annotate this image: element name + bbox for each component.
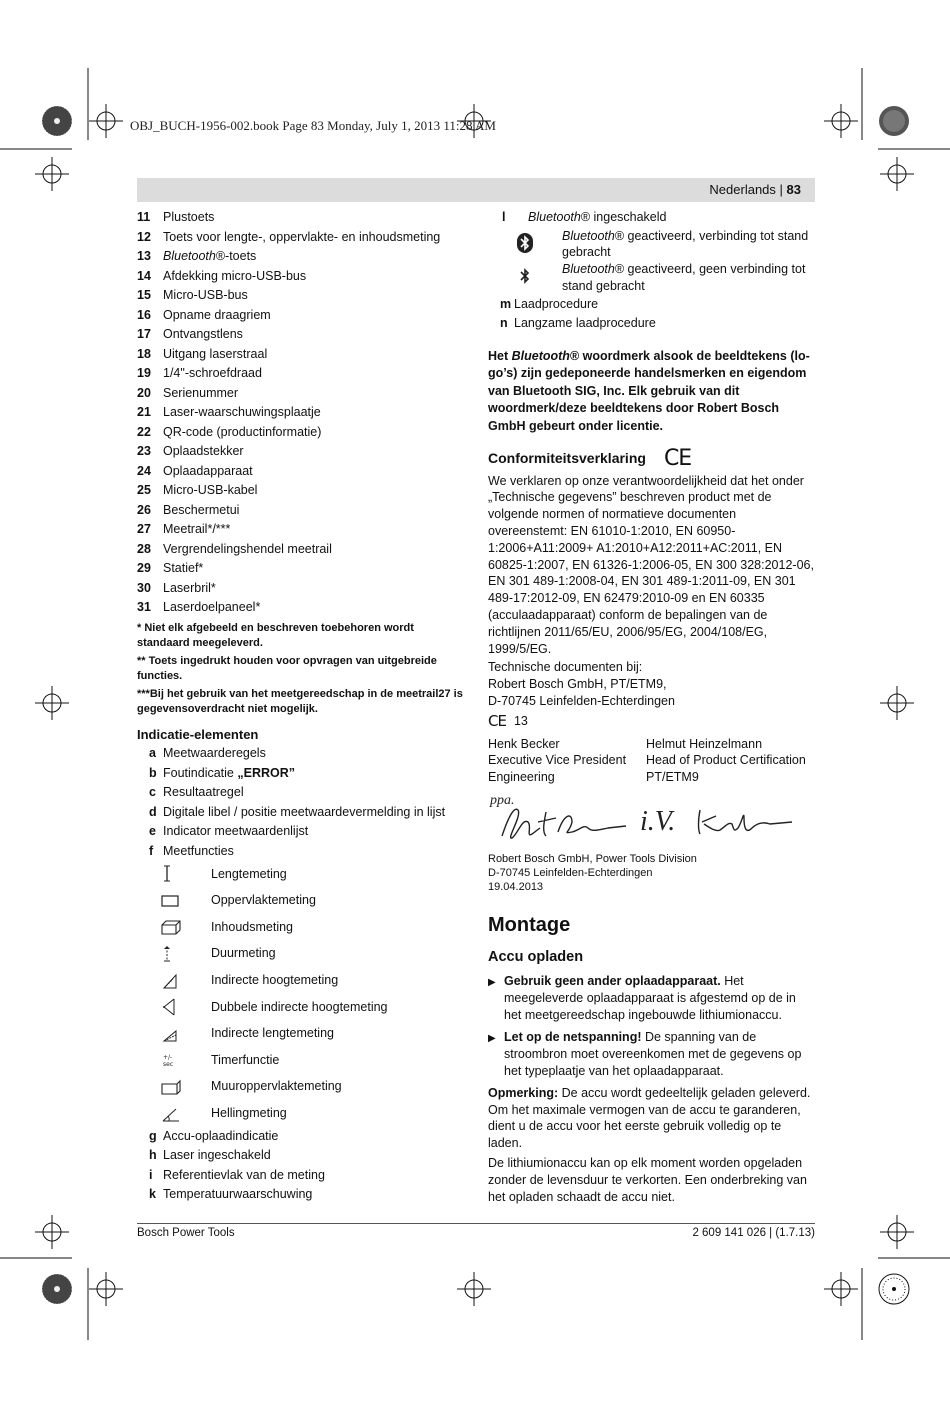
component-item	[137, 442, 467, 462]
component-item	[137, 598, 467, 618]
component-list	[137, 208, 467, 618]
component-item	[137, 325, 467, 345]
timer-icon	[137, 1050, 211, 1070]
indicator-item	[137, 764, 467, 784]
component-number: 13	[137, 249, 151, 263]
indicators-heading: Indicatie-elementen	[137, 726, 259, 742]
signature-ppa: ppa.	[490, 793, 515, 809]
company-line-2: D-70745 Leinfelden-Echterdingen	[488, 867, 653, 880]
indirect-length-icon	[137, 1024, 211, 1044]
function-item	[137, 1074, 467, 1101]
indicator-letter: b	[149, 765, 157, 780]
bullet-arrow-icon: ▶	[488, 1033, 496, 1045]
indicator-letter: f	[149, 843, 154, 858]
component-number: 15	[137, 288, 151, 302]
signer-2-title-2: PT/ETM9	[646, 770, 699, 785]
component-label: Bluetooth®-toets	[163, 249, 257, 263]
note-paragraph: Opmerking: De accu wordt gedeeltelijk geladen geleverd. Om het maximale vermogen van de accu te garanderen, dient u de accu voor het eerste gebruik volledig op te laden.	[488, 1085, 811, 1151]
length-icon	[137, 864, 211, 884]
bluetooth-state-label: Bluetooth® geactiveerd, geen verbinding tot stand gebracht	[562, 262, 806, 293]
measuring-functions-list	[137, 861, 467, 1127]
function-item	[137, 941, 467, 968]
component-label: Beschermetui	[163, 502, 240, 517]
component-item	[137, 364, 467, 384]
left-column	[137, 208, 467, 1205]
signer-2-title: Head of Product Certification	[646, 753, 806, 768]
indicator-label: Meetwaarderegels	[163, 746, 266, 760]
address-line-1: Robert Bosch GmbH, PT/ETM9,	[488, 677, 667, 692]
signature-date: 19.04.2013	[488, 881, 544, 894]
component-item	[137, 559, 467, 579]
indicator-letter: d	[149, 804, 157, 819]
component-label: Serienummer	[163, 385, 239, 400]
component-label: Laserdoelpaneel*	[163, 600, 261, 614]
component-number: 25	[137, 483, 151, 497]
component-number: 28	[137, 541, 151, 556]
component-number: 26	[137, 502, 151, 517]
indicator-item	[488, 314, 815, 334]
header-page-number: 83	[786, 182, 801, 197]
double-indirect-height-icon	[137, 997, 211, 1017]
component-number: 23	[137, 444, 151, 458]
component-item	[137, 579, 467, 599]
indicator-l	[488, 208, 815, 228]
component-number: 22	[137, 424, 151, 439]
indicator-label: Accu-oplaadindicatie	[163, 1128, 279, 1143]
bluetooth-icon	[488, 261, 562, 287]
component-number: 19	[137, 366, 151, 380]
company-line-1: Robert Bosch GmbH, Power Tools Division	[488, 853, 697, 866]
indicator-label: Resultaatregel	[163, 785, 244, 799]
signer-1-name: Henk Becker	[488, 736, 560, 751]
function-item	[137, 914, 467, 941]
component-label: Micro-USB-bus	[163, 288, 248, 302]
ce-mark-icon: CE	[663, 446, 692, 472]
component-label: Laserbril*	[163, 580, 216, 595]
signer-2-name: Helmut Heinzelmann	[646, 736, 763, 751]
trademark-notice: Het Bluetooth® woordmerk alsook de beeldtekens (logo’s) zijn gedeponeerde handelsmerken en eigendom van Bluetooth SIG, Inc. Elk gebruik van dit woordmerk/deze beeldtekens door Robert Bosch GmbH gebeurt onder licentie.	[488, 348, 810, 433]
component-number: 12	[137, 229, 151, 244]
slope-icon	[137, 1104, 211, 1124]
indicator-letter: n	[500, 316, 508, 331]
ce-year: 13	[513, 713, 528, 728]
indicator-label: Digitale libel / positie meetwaardevermelding in lijst	[163, 804, 446, 819]
indicator-item	[137, 744, 467, 764]
bluetooth-state	[488, 228, 815, 262]
book-header: OBJ_BUCH-1956-002.book Page 83 Monday, July 1, 2013 11:28 AM	[130, 118, 496, 133]
component-number: 24	[137, 463, 151, 478]
indicator-label: Indicator meetwaardenlijst	[163, 824, 309, 838]
indicator-letter: h	[149, 1148, 157, 1163]
component-item	[137, 267, 467, 287]
area-icon	[137, 891, 211, 911]
indicator-item	[137, 1166, 467, 1186]
indicator-item	[137, 803, 467, 823]
indicator-letter: c	[149, 785, 156, 799]
component-item	[137, 306, 467, 326]
indicator-item	[137, 1146, 467, 1166]
function-label: Indirecte hoogtemeting	[211, 972, 339, 987]
component-number: 30	[137, 580, 151, 595]
component-number: 17	[137, 327, 151, 341]
component-label: Toets voor lengte-, oppervlakte- en inhoudsmeting	[163, 229, 441, 244]
component-label: Oplaadstekker	[163, 444, 244, 458]
component-number: 27	[137, 522, 151, 536]
footnote: * Niet elk afgebeeld en beschreven toebehoren wordt standaard meegeleverd.	[137, 621, 414, 649]
bullet-charger: ▶ Gebruik geen ander oplaadapparaat. Het meegeleverde oplaadapparaat is afgestemd op de in het meetgereedschap ingebouwde lithiumionaccu.	[488, 974, 796, 1022]
indicator-item	[137, 842, 467, 862]
header-language: Nederlands	[709, 182, 776, 197]
indicator-list-top	[137, 744, 467, 861]
component-label: 1/4"-schroefdraad	[163, 366, 262, 380]
tech-docs-label: Technische documenten bij:	[488, 660, 643, 675]
continuous-icon	[137, 944, 211, 964]
wall-area-icon	[137, 1077, 211, 1097]
page-header-bar	[137, 178, 815, 202]
signer-1-title-2: Engineering	[488, 770, 555, 785]
footer-right: 2 609 141 026 | (1.7.13)	[692, 1227, 815, 1239]
function-label: Lengtemeting	[211, 866, 287, 881]
function-label: Timerfunctie	[211, 1052, 280, 1067]
indicator-item	[488, 295, 815, 315]
component-number: 11	[137, 210, 151, 224]
company-block	[488, 852, 815, 894]
function-item	[137, 994, 467, 1021]
volume-icon	[137, 917, 211, 937]
indirect-height-icon	[137, 971, 211, 991]
component-number: 29	[137, 561, 151, 575]
function-label: Duurmeting	[211, 946, 276, 961]
function-label: Inhoudsmeting	[211, 919, 294, 934]
function-item	[137, 1047, 467, 1074]
signatories	[488, 736, 815, 786]
indicator-text: Bluetooth® ingeschakeld	[528, 210, 667, 224]
footnote: ***Bij het gebruik van het meetgereedschap in de meetrail27 is gegevensoverdracht niet mogelijk.	[137, 687, 463, 715]
component-item	[137, 286, 467, 306]
footer-left: Bosch Power Tools	[137, 1227, 235, 1239]
component-label: Oplaadapparaat	[163, 463, 253, 478]
indicator-label: Referentievlak van de meting	[163, 1167, 325, 1182]
conformity-heading: Conformiteitsverklaring CE	[488, 446, 692, 472]
signer-1-title: Executive Vice President	[488, 753, 627, 768]
indicator-label: Temperatuurwaarschuwing	[163, 1187, 313, 1202]
footer-rule	[137, 1223, 815, 1224]
function-item	[137, 967, 467, 994]
indicator-letter: k	[149, 1187, 156, 1202]
indicator-label: Meetfuncties	[163, 843, 234, 858]
component-number: 14	[137, 268, 151, 283]
function-item	[137, 1021, 467, 1048]
component-item	[137, 384, 467, 404]
component-label: Vergrendelingshendel meetrail	[163, 541, 332, 556]
accu-heading: Accu opladen	[488, 948, 584, 965]
component-item	[137, 462, 467, 482]
component-label: Meetrail*/***	[163, 522, 231, 536]
component-number: 21	[137, 405, 151, 419]
montage-heading: Montage	[488, 914, 571, 937]
component-label: Plustoets	[163, 210, 215, 224]
indicator-letter: m	[500, 296, 512, 311]
component-label: Opname draagriem	[163, 307, 271, 322]
indicator-letter: l	[502, 210, 506, 224]
indicator-label: Laadprocedure	[514, 296, 599, 311]
component-label: Statief*	[163, 561, 204, 575]
component-item	[137, 423, 467, 443]
function-item	[137, 888, 467, 915]
component-item	[137, 345, 467, 365]
component-label: Afdekking micro-USB-bus	[163, 268, 307, 283]
indicator-label: Laser ingeschakeld	[163, 1148, 271, 1163]
indicator-letter: i	[149, 1167, 153, 1182]
component-number: 18	[137, 346, 151, 361]
component-item	[137, 520, 467, 540]
address-line-2: D-70745 Leinfelden-Echterdingen	[488, 694, 675, 709]
indicator-item	[137, 783, 467, 803]
indicator-letter: a	[149, 746, 156, 760]
handwritten-signatures	[488, 788, 808, 850]
lithium-paragraph: De lithiumionaccu kan op elk moment worden opgeladen zonder de levensduur te verkorten. Een onderbreking van het opladen schaadt de accu niet.	[488, 1156, 807, 1204]
svg-text:+/-: +/-	[163, 1054, 173, 1062]
conformity-text: We verklaren op onze verantwoordelijkheid dat het onder „Technische gegevens” beschreven product met de volgende normen of normatieve documenten overeenstemt: EN 61010-1:2010, EN 60950-1:2006+A11:2009+ A1:2010+A12:2011+AC:2011, EN 60825-1:2007, EN 61326-1:2006-05, EN 300 328:2012-06, EN 301 489-1:2008-04, EN 301 489-1:2011-09, EN 301 489-17:2012-09, EN 62479:2010-09 en EN 60335 (acculaadapparaat) conform de bepalingen van de richtlijnen 2011/65/EU, 2006/95/EG, 2004/108/EG, 1999/5/EG.	[488, 473, 814, 656]
bullet-voltage: ▶ Let op de netspanning! De spanning van de stroombron moet overeenkomen met de gegevens op het typeplaatje van het oplaadapparaat.	[488, 1030, 802, 1079]
indicator-letter: g	[149, 1128, 157, 1143]
component-label: QR-code (productinformatie)	[163, 424, 322, 439]
footnotes	[137, 621, 467, 717]
bullet-arrow-icon: ▶	[488, 977, 496, 989]
component-item	[137, 540, 467, 560]
bluetooth-connected-icon	[488, 228, 562, 254]
indicator-item	[137, 1127, 467, 1147]
component-label: Micro-USB-kabel	[163, 483, 258, 497]
function-label: Oppervlaktemeting	[211, 893, 316, 908]
svg-text:sec: sec	[163, 1061, 174, 1069]
page-header-text: Nederlands | 83	[709, 182, 801, 197]
component-item	[137, 403, 467, 423]
ce-mark-icon: CE	[488, 711, 506, 730]
component-number: 31	[137, 600, 151, 614]
component-item	[137, 247, 467, 267]
indicator-item	[137, 1185, 467, 1205]
bluetooth-state-label: Bluetooth® geactiveerd, verbinding tot stand gebracht	[562, 228, 809, 260]
right-column	[488, 208, 815, 1205]
indicator-letter: e	[149, 824, 156, 838]
function-item	[137, 861, 467, 888]
indicator-label: Langzame laadprocedure	[514, 316, 656, 331]
indicator-label: Foutindicatie „ERROR”	[163, 765, 296, 780]
function-label: Dubbele indirecte hoogtemeting	[211, 999, 388, 1014]
function-label: Muuroppervlaktemeting	[211, 1079, 342, 1094]
component-label: Laser-waarschuwingsplaatje	[163, 405, 321, 419]
component-label: Uitgang laserstraal	[163, 346, 268, 361]
bluetooth-state	[488, 261, 815, 295]
component-item	[137, 481, 467, 501]
component-number: 16	[137, 307, 151, 322]
indicator-list-bottom	[137, 1127, 467, 1205]
component-item	[137, 228, 467, 248]
ce-year-line	[488, 713, 815, 730]
component-item	[137, 208, 467, 228]
signature-iv: i.V.	[640, 806, 676, 838]
indicator-item	[137, 822, 467, 842]
function-item	[137, 1100, 467, 1127]
bluetooth-states	[488, 228, 815, 295]
function-label: Indirecte lengtemeting	[211, 1026, 334, 1041]
component-item	[137, 501, 467, 521]
function-label: Hellingmeting	[211, 1105, 287, 1120]
component-number: 20	[137, 385, 151, 400]
indicator-list-mn	[488, 295, 815, 334]
component-label: Ontvangstlens	[163, 327, 243, 341]
footnote: ** Toets ingedrukt houden voor opvragen van uitgebreide functies.	[137, 654, 437, 682]
